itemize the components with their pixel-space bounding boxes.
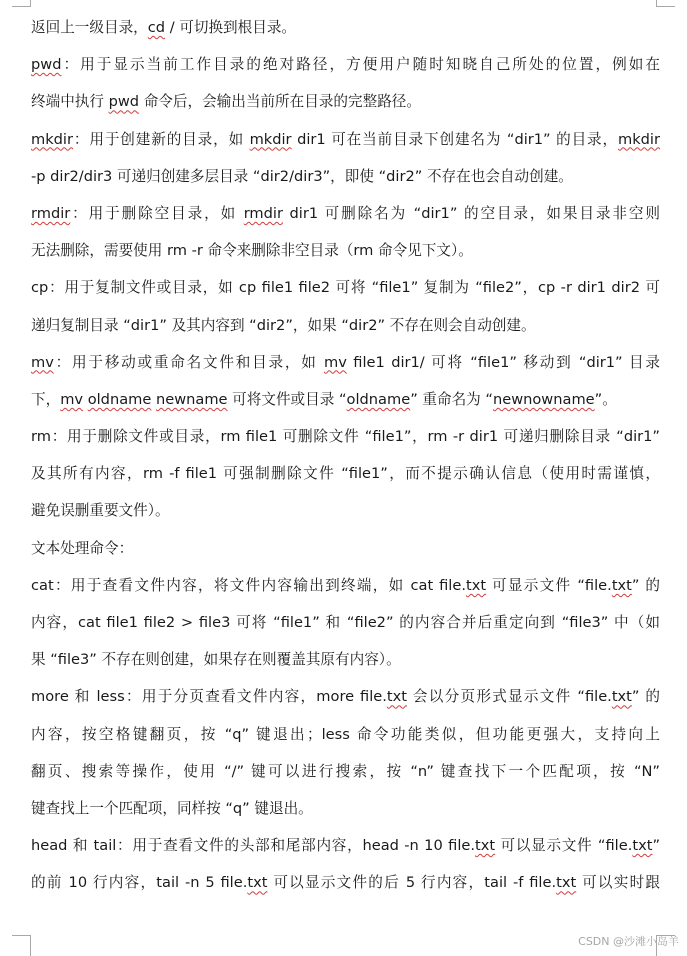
text-run: ：用于移动或重命名文件和目录，如 bbox=[53, 353, 324, 371]
text-line bbox=[31, 46, 660, 83]
text-run: ：用于创建新的目录，如 bbox=[73, 130, 250, 148]
spellcheck-word: mkdir bbox=[249, 130, 292, 148]
text-run: 果 “file3” 不存在则创建，如果存在则覆盖其原有内容）。 bbox=[31, 651, 401, 669]
text-line bbox=[31, 455, 660, 492]
spellcheck-word: mv bbox=[31, 353, 54, 371]
text-line bbox=[31, 307, 660, 344]
text-run: 命令后，会输出当前所在目录的完整路径。 bbox=[139, 93, 422, 111]
text-run: 内容，cat file1 file2 > file3 可将 “file1” 和 “file2” 的内容合并后重定向到 “file3” 中（如 bbox=[31, 614, 660, 631]
spellcheck-word: pwd bbox=[108, 93, 140, 111]
spellcheck-word: txt bbox=[556, 874, 577, 892]
text-run: 避免误删重要文件）。 bbox=[31, 502, 170, 520]
spellcheck-word: newnowname bbox=[492, 390, 595, 408]
spellcheck-word: txt bbox=[386, 688, 407, 706]
text-run: 键查找上一个匹配项，同样按 “q” 键退出。 bbox=[31, 799, 313, 817]
spellcheck-word: mkdir bbox=[618, 130, 660, 148]
spellcheck-word: txt bbox=[465, 576, 487, 594]
text-run: dir1 可在当前目录下创建名为 “dir1” 的目录， bbox=[291, 130, 618, 148]
text-run: ”。 bbox=[594, 390, 617, 408]
spellcheck-word: mkdir bbox=[31, 130, 73, 148]
text-run: 下， bbox=[31, 390, 61, 408]
text-line bbox=[31, 492, 660, 529]
spellcheck-word: txt bbox=[475, 837, 496, 855]
spellcheck-word: txt bbox=[611, 576, 632, 594]
crop-mark-top-left bbox=[12, 0, 31, 7]
text-line bbox=[31, 418, 660, 455]
text-line bbox=[31, 381, 660, 418]
text-run: more 和 less：用于分页查看文件内容，more file. bbox=[31, 688, 387, 706]
spellcheck-word: pwd bbox=[31, 56, 62, 74]
text-run: ” 的 bbox=[631, 688, 660, 706]
text-line bbox=[31, 269, 660, 306]
text-line bbox=[31, 158, 660, 195]
text-run: 可将文件或目录 “ bbox=[227, 390, 347, 408]
text-run: head 和 tail：用于查看文件的头部和尾部内容，head -n 10 file. bbox=[31, 837, 476, 855]
text-line bbox=[31, 641, 660, 678]
crop-mark-top-right bbox=[656, 0, 675, 7]
text-run: cat：用于查看文件内容，将文件内容输出到终端，如 cat file. bbox=[31, 576, 466, 594]
text-run: 翻页、搜索等操作，使用 “/” 键可以进行搜索，按 “n” 键查找下一个匹配项，按 “N” bbox=[31, 762, 660, 780]
text-run: 返回上一级目录， bbox=[31, 19, 148, 36]
text-line bbox=[31, 83, 660, 120]
text-run: 及其所有内容，rm -f file1 可强制删除文件 “file1”，而不提示确认信息（使用时需谨慎， bbox=[31, 465, 660, 483]
text-line bbox=[31, 121, 660, 158]
text-line bbox=[31, 678, 660, 715]
text-line bbox=[31, 864, 660, 901]
text-line bbox=[31, 344, 660, 381]
text-run: 递归复制目录 “dir1” 及其内容到 “dir2”，如果 “dir2” 不存在则会自动创建。 bbox=[31, 316, 536, 334]
crop-mark-bottom-left bbox=[12, 935, 31, 956]
watermark: CSDN @沙滩小岛羊 bbox=[578, 935, 679, 948]
text-line bbox=[31, 753, 660, 790]
text-run: ：用于显示当前工作目录的绝对路径，方便用户随时知晓自己所处的位置，例如在 bbox=[61, 56, 660, 74]
spellcheck-word: txt bbox=[632, 837, 653, 855]
text-run: 文本处理命令： bbox=[31, 539, 134, 557]
text-line bbox=[31, 604, 660, 641]
spellcheck-word: mv bbox=[60, 390, 84, 408]
text-run: 可以显示文件的后 5 行内容，tail -f file. bbox=[267, 874, 557, 892]
spellcheck-word: txt bbox=[247, 874, 268, 892]
spellcheck-word: rmdir bbox=[243, 204, 283, 222]
text-run: ” 的 bbox=[631, 576, 660, 594]
text-run: 的前 10 行内容，tail -n 5 file. bbox=[31, 874, 248, 892]
text-run: ：用于删除空目录，如 bbox=[70, 204, 244, 222]
text-run: dir1 可删除名为 “dir1” 的空目录，如果目录非空则 bbox=[282, 204, 660, 222]
text-run: 会以分页形式显示文件 “file. bbox=[406, 688, 612, 706]
text-run: -p dir2/dir3 可递归创建多层目录 “dir2/dir3”，即使 “dir2” 不存在也会自动创建。 bbox=[31, 167, 573, 185]
text-run: file1 dir1/ 可将 “file1” 移动到 “dir1” 目录 bbox=[346, 353, 660, 371]
spellcheck-word: txt bbox=[611, 688, 632, 706]
text-run: 无法删除，需要使用 rm -r 命令来删除非空目录（rm 命令见下文）。 bbox=[31, 242, 473, 260]
text-line bbox=[31, 567, 660, 604]
text-line bbox=[31, 790, 660, 827]
document-body bbox=[31, 9, 660, 902]
text-run: 内容，按空格键翻页，按 “q” 键退出；less 命令功能类似，但功能更强大，支持向上 bbox=[31, 725, 660, 743]
spellcheck-word: oldname bbox=[87, 390, 152, 408]
text-run: 可以实时跟 bbox=[576, 874, 660, 892]
text-line bbox=[31, 232, 660, 269]
spellcheck-word: oldname bbox=[346, 390, 411, 408]
text-line bbox=[31, 716, 660, 753]
text-run: cp：用于复制文件或目录，如 cp file1 file2 可将 “file1” 复制为 “file2”，cp -r dir1 dir2 可 bbox=[31, 279, 660, 297]
text-run: 可显示文件 “file. bbox=[486, 576, 612, 594]
text-run: 可以显示文件 “file. bbox=[495, 837, 633, 855]
text-run: ” bbox=[652, 837, 660, 855]
text-run: rm：用于删除文件或目录，rm file1 可删除文件 “file1”，rm -r dir1 可递归删除目录 “dir1” bbox=[31, 428, 660, 446]
spellcheck-word: cd bbox=[147, 19, 166, 36]
text-run: / 可切换到根目录。 bbox=[165, 19, 297, 36]
spellcheck-word: mv bbox=[324, 353, 347, 371]
text-line bbox=[31, 9, 660, 46]
text-line bbox=[31, 195, 660, 232]
text-run: 终端中执行 bbox=[31, 93, 109, 111]
text-run: ” 重命名为 “ bbox=[410, 390, 493, 408]
spellcheck-word: newname bbox=[155, 390, 228, 408]
text-line bbox=[31, 827, 660, 864]
text-line bbox=[31, 530, 660, 567]
spellcheck-word: rmdir bbox=[31, 204, 71, 222]
